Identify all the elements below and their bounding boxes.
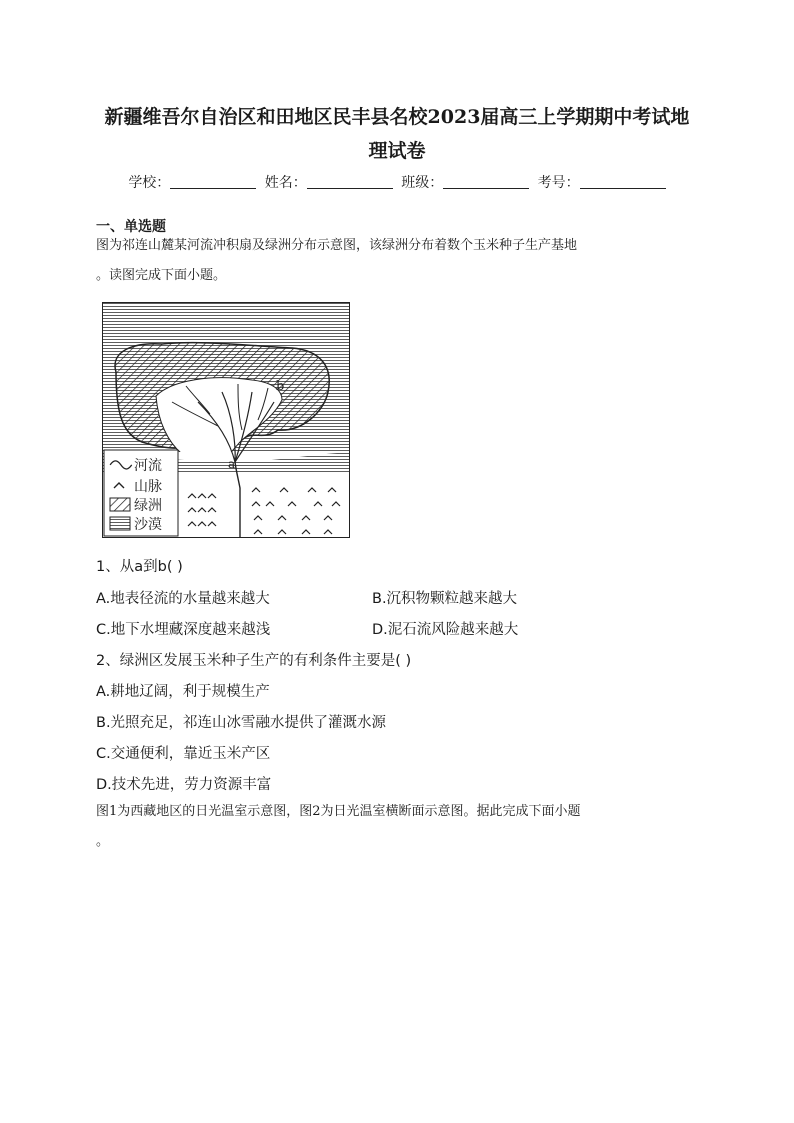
question-2-stem: 2、绿洲区发展玉米种子生产的有利条件主要是( )	[96, 653, 412, 669]
legend-desert: 沙漠	[134, 517, 162, 533]
name-blank[interactable]	[307, 174, 393, 189]
oasis-legend-icon	[110, 498, 130, 511]
id-blank[interactable]	[580, 174, 666, 189]
question-2-option-c[interactable]: C.交通便利，靠近玉米产区	[96, 746, 271, 762]
question-1-option-a[interactable]: A.地表径流的水量越来越大	[96, 591, 270, 607]
question-2-option-d[interactable]: D.技术先进，劳力资源丰富	[96, 777, 272, 793]
question-2-option-a[interactable]: A.耕地辽阔，利于规模生产	[96, 684, 270, 700]
point-b-label: b	[276, 379, 285, 394]
class-blank[interactable]	[443, 174, 529, 189]
question-2-option-b[interactable]: B.光照充足，祁连山冰雪融水提供了灌溉水源	[96, 715, 387, 731]
title-line-2: 理试卷	[368, 140, 426, 162]
figure-legend	[104, 450, 178, 536]
title-line-1: 新疆维吾尔自治区和田地区民丰县名校2023届高三上学期期中考试地	[104, 106, 690, 128]
alluvial-fan-figure	[102, 302, 350, 538]
intro-1-line-2: 。读图完成下面小题。	[96, 268, 227, 283]
question-1-option-d[interactable]: D.泥石流风险越来越大	[372, 622, 519, 638]
student-info-line	[0, 172, 794, 192]
legend-river: 河流	[134, 458, 162, 474]
question-1-option-b[interactable]: B.沉积物颗粒越来越大	[372, 591, 518, 607]
legend-oasis: 绿洲	[134, 498, 162, 514]
name-label: 姓名：	[264, 175, 307, 191]
intro-2-line-1: 图1为西藏地区的日光温室示意图，图2为日光温室横断面示意图。据此完成下面小题	[96, 804, 581, 819]
question-intro-1	[96, 231, 700, 291]
intro-2-line-2: 。	[96, 834, 110, 849]
question-1-stem: 1、从a到b( )	[96, 559, 183, 575]
id-label: 考号：	[537, 175, 580, 191]
section-heading: 一、单选题	[96, 219, 166, 235]
intro-1-line-1: 图为祁连山麓某河流冲积扇及绿洲分布示意图，该绿洲分布着数个玉米种子生产基地	[96, 238, 578, 253]
school-label: 学校：	[128, 175, 171, 191]
legend-mountain: 山脉	[134, 479, 162, 495]
question-intro-2	[96, 797, 700, 857]
question-1-option-c[interactable]: C.地下水埋藏深度越来越浅	[96, 622, 271, 638]
school-blank[interactable]	[170, 174, 256, 189]
desert-legend-icon	[110, 517, 130, 530]
point-a-label: a	[228, 457, 236, 471]
class-label: 班级：	[401, 175, 444, 191]
page-title	[80, 100, 714, 168]
